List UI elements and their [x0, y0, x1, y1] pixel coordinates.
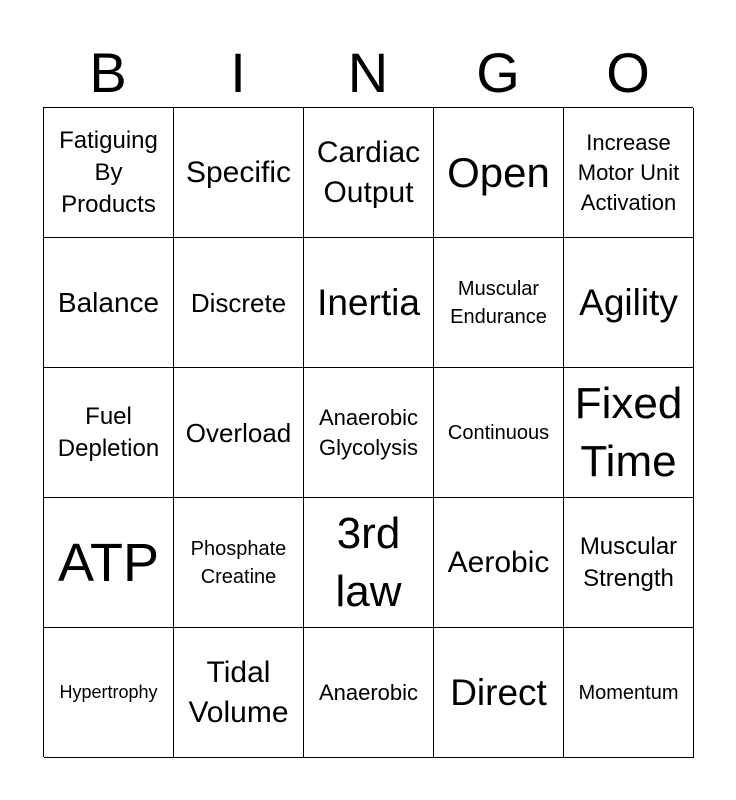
cell-text: Fixed Time	[574, 378, 683, 486]
header-letter-b: B	[89, 41, 127, 104]
header-letter-i: I	[230, 41, 246, 104]
bingo-cell[interactable]	[44, 238, 174, 368]
bingo-cell[interactable]	[434, 628, 564, 758]
bingo-cell[interactable]	[304, 108, 434, 238]
cell-text: Fatiguing By Products	[59, 126, 158, 218]
cell-text: Inertia	[317, 281, 420, 323]
cell-text: Momentum	[578, 681, 679, 704]
cell-text: 3rd law	[335, 508, 402, 616]
cell-text: Balance	[57, 286, 160, 318]
bingo-cell[interactable]	[564, 628, 694, 758]
cell-text: Muscular Strength	[579, 532, 678, 592]
cell-text: Specific	[185, 155, 292, 189]
cell-text: Increase Motor Unit Activation	[577, 129, 680, 215]
cell-text: ATP	[57, 532, 159, 593]
cell-text: Agility	[579, 281, 678, 323]
cell-text: Fuel Depletion	[57, 402, 160, 462]
bingo-cell[interactable]	[174, 368, 304, 498]
bingo-cell[interactable]	[304, 238, 434, 368]
cell-text: Anaerobic Glycolysis	[318, 404, 419, 460]
bingo-cell[interactable]	[564, 368, 694, 498]
cell-text: Hypertrophy	[59, 682, 158, 702]
header-letter-g: G	[476, 41, 520, 104]
bingo-cell[interactable]	[434, 108, 564, 238]
bingo-board	[43, 107, 693, 757]
cell-text: Anaerobic	[318, 679, 419, 705]
bingo-cell[interactable]	[174, 628, 304, 758]
bingo-cell[interactable]	[304, 628, 434, 758]
bingo-cell[interactable]	[564, 238, 694, 368]
cell-text: Muscular Endurance	[450, 277, 547, 328]
cell-text: Overload	[185, 417, 292, 448]
bingo-cell[interactable]	[44, 498, 174, 628]
bingo-cell[interactable]	[304, 498, 434, 628]
cell-text: Discrete	[190, 287, 287, 318]
bingo-cell[interactable]	[44, 368, 174, 498]
bingo-cell[interactable]	[434, 498, 564, 628]
cell-text: Tidal Volume	[188, 655, 289, 729]
cell-text: Open	[447, 148, 550, 196]
bingo-cell[interactable]	[434, 238, 564, 368]
bingo-cell[interactable]	[44, 628, 174, 758]
cell-text: Continuous	[447, 421, 550, 444]
header-letter-o: O	[606, 41, 650, 104]
cell-text: Cardiac Output	[316, 135, 421, 209]
cell-text: Direct	[450, 671, 547, 713]
bingo-cell[interactable]	[304, 368, 434, 498]
bingo-cell[interactable]	[44, 108, 174, 238]
bingo-cell[interactable]	[174, 108, 304, 238]
header-letter-n: N	[347, 41, 389, 104]
bingo-cell[interactable]	[174, 498, 304, 628]
bingo-cell[interactable]	[434, 368, 564, 498]
bingo-cell[interactable]	[564, 498, 694, 628]
bingo-cell[interactable]	[174, 238, 304, 368]
bingo-header	[43, 40, 693, 106]
bingo-cell[interactable]	[564, 108, 694, 238]
cell-text: Phosphate Creatine	[190, 537, 287, 588]
cell-text: Aerobic	[447, 545, 550, 579]
